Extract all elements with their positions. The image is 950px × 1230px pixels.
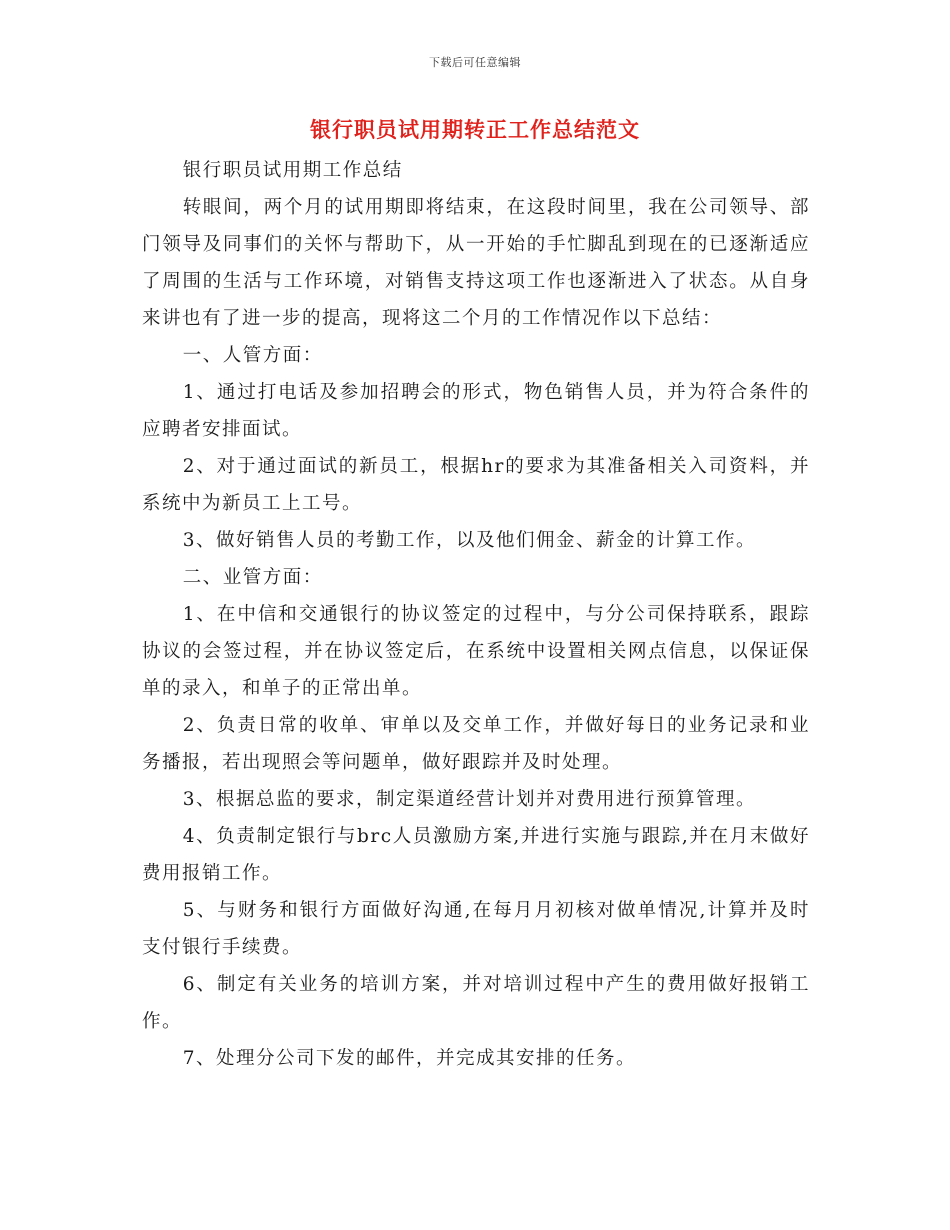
list-item: 5、与财务和银行方面做好沟通,在每月月初核对做单情况,计算并及时支付银行手续费。 xyxy=(142,900,810,958)
list-item: 2、负责日常的收单、审单以及交单工作，并做好每日的业务记录和业务播报，若出现照会等问题单，做好跟踪并及时处理。 xyxy=(142,715,810,773)
document-body xyxy=(142,152,810,1077)
section-heading-business: 二、业管方面： xyxy=(182,567,323,588)
subtitle-paragraph: 银行职员试用期工作总结 xyxy=(182,160,403,181)
header-note: 下载后可任意编辑 xyxy=(429,56,521,69)
intro-paragraph: 转眼间，两个月的试用期即将结束，在这段时间里，我在公司领导、部门领导及同事们的关怀与帮助下，从一开始的手忙脚乱到现在的已逐渐适应了周围的生活与工作环境，对销售支持这项工作也逐渐进入了状态。从自身来讲也有了进一步的提高，现将这二个月的工作情况作以下总结： xyxy=(142,197,810,329)
list-item: 6、制定有关业务的培训方案，并对培训过程中产生的费用做好报销工作。 xyxy=(142,974,810,1032)
list-item: 3、做好销售人员的考勤工作，以及他们佣金、薪金的计算工作。 xyxy=(182,530,756,551)
section-heading-personnel: 一、人管方面： xyxy=(182,345,323,366)
list-item: 3、根据总监的要求，制定渠道经营计划并对费用进行预算管理。 xyxy=(182,789,756,810)
list-item: 1、通过打电话及参加招聘会的形式，物色销售人员，并为符合条件的应聘者安排面试。 xyxy=(142,382,810,440)
list-item: 2、对于通过面试的新员工，根据hr的要求为其准备相关入司资料，并系统中为新员工上工号。 xyxy=(142,456,810,514)
list-item: 1、在中信和交通银行的协议签定的过程中，与分公司保持联系，跟踪协议的会签过程，并在协议签定后，在系统中设置相关网点信息，以保证保单的录入，和单子的正常出单。 xyxy=(142,604,810,699)
list-item: 4、负责制定银行与brc人员激励方案,并进行实施与跟踪,并在月末做好费用报销工作。 xyxy=(142,826,810,884)
list-item: 7、处理分公司下发的邮件，并完成其安排的任务。 xyxy=(182,1048,636,1069)
document-title: 银行职员试用期转正工作总结范文 xyxy=(310,117,640,142)
